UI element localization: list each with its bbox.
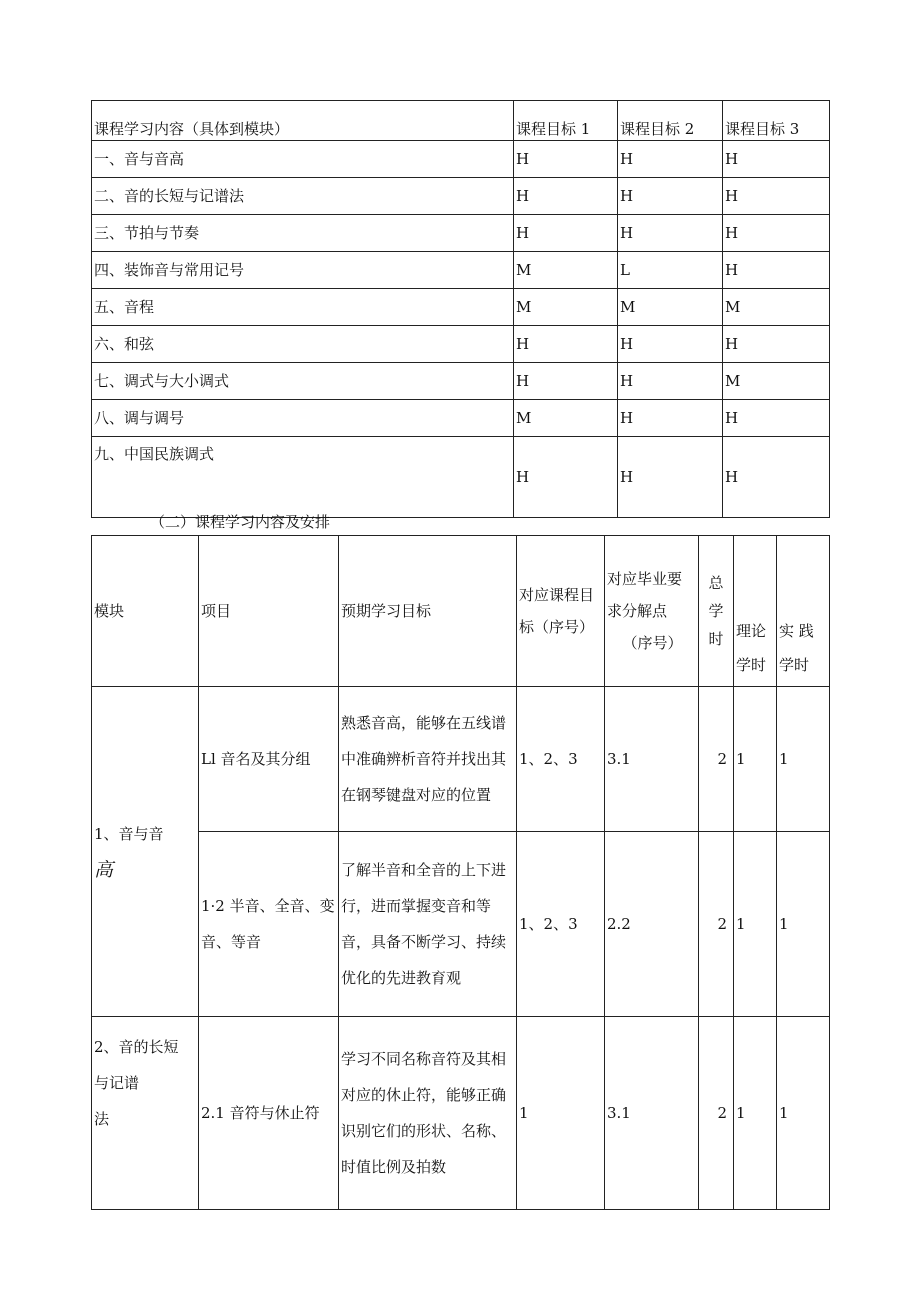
- goal3-level: H: [723, 215, 830, 252]
- module-name: 四、装饰音与常用记号: [92, 252, 514, 289]
- goal2-level: H: [618, 400, 723, 437]
- module-name: 八、调与调号: [92, 400, 514, 437]
- table1-header-content: 课程学习内容（具体到模块）: [92, 101, 514, 141]
- learning-goal: 学习不同名称音符及其相对应的休止符，能够正确识别它们的形状、名称、时值比例及拍数: [339, 1017, 517, 1210]
- module-name: 二、音的长短与记谱法: [92, 178, 514, 215]
- header-practice-line1: 实 践: [779, 622, 814, 640]
- header-practice-line2: 学时: [779, 656, 810, 674]
- goal2-level: H: [618, 326, 723, 363]
- table-row: [92, 363, 830, 400]
- header-goal: 预期学习目标: [339, 536, 517, 687]
- grad-req-ref: 3.1: [605, 1017, 699, 1210]
- item-name: 2.1 音符与休止符: [199, 1017, 339, 1210]
- module-name: 三、节拍与节奏: [92, 215, 514, 252]
- module-name: 一、音与音高: [92, 141, 514, 178]
- goal3-level: H: [723, 252, 830, 289]
- goal2-level: M: [618, 289, 723, 326]
- item-name: 1·2 半音、全音、变音、等音: [199, 832, 339, 1017]
- item-name: Ll 音名及其分组: [199, 687, 339, 832]
- learning-goal: 了解半音和全音的上下进行，进而掌握变音和等音，具备不断学习、持续优化的先进教育观: [339, 832, 517, 1017]
- theory-hours: 1: [734, 1017, 777, 1210]
- header-grad-req-line2: 求分解点: [607, 602, 668, 620]
- table-row: [92, 437, 830, 518]
- goal1-level: H: [514, 363, 618, 400]
- table1-header-goal1: 课程目标 1: [514, 101, 618, 141]
- header-course-goal: [517, 536, 605, 687]
- goal1-level: H: [514, 326, 618, 363]
- header-course-goal-line2: 标（序号）: [519, 618, 595, 636]
- theory-hours: 1: [734, 687, 777, 832]
- table-row: [92, 326, 830, 363]
- practice-hours: 1: [777, 1017, 830, 1210]
- table1-header-row: [92, 101, 830, 141]
- table-row: [92, 1017, 830, 1210]
- header-item: 项目: [199, 536, 339, 687]
- table1-header-goal3: 课程目标 3: [723, 101, 830, 141]
- header-total-hours: [699, 536, 734, 687]
- learning-goal: 熟悉音高，能够在五线谱中准确辨析音符并找出其在钢琴键盘对应的位置: [339, 687, 517, 832]
- total-hours: 2: [699, 687, 734, 832]
- module-name-line2: 与记谱: [94, 1074, 140, 1092]
- goal1-level: M: [514, 252, 618, 289]
- goal1-level: M: [514, 289, 618, 326]
- table-row: [92, 289, 830, 326]
- section-caption: （二）课程学习内容及安排: [150, 513, 331, 531]
- header-module: 模块: [92, 536, 199, 687]
- course-goal-ref: 1、2、3: [517, 687, 605, 832]
- header-course-goal-line1: 对应课程目: [519, 586, 595, 604]
- module-name-line3: 法: [94, 1110, 110, 1128]
- table-row: [92, 178, 830, 215]
- goal3-level: H: [723, 326, 830, 363]
- goal2-level: H: [618, 215, 723, 252]
- course-schedule-table: [91, 535, 830, 1210]
- module-name-line2: 高: [94, 858, 114, 881]
- goal2-level: H: [618, 363, 723, 400]
- course-goal-ref: 1: [517, 1017, 605, 1210]
- table-row: [92, 400, 830, 437]
- header-grad-req-line3: （序号）: [622, 634, 683, 652]
- goal2-level: H: [618, 178, 723, 215]
- grad-req-ref: 3.1: [605, 687, 699, 832]
- table2-header-row: [92, 536, 830, 687]
- module-name: 六、和弦: [92, 326, 514, 363]
- practice-hours: 1: [777, 687, 830, 832]
- goal1-level: H: [514, 437, 618, 518]
- table-row: [92, 215, 830, 252]
- module-cell: [92, 687, 199, 1017]
- grad-req-ref: 2.2: [605, 832, 699, 1017]
- goal2-level: H: [618, 141, 723, 178]
- header-theory-hours: [734, 536, 777, 687]
- goal3-level: H: [723, 437, 830, 518]
- total-hours: 2: [699, 1017, 734, 1210]
- goal3-level: H: [723, 141, 830, 178]
- goal1-level: H: [514, 178, 618, 215]
- header-total-line1: 总: [708, 574, 724, 592]
- module-cell: [92, 1017, 199, 1210]
- table-row: [92, 141, 830, 178]
- table-row: [92, 252, 830, 289]
- goal1-level: M: [514, 400, 618, 437]
- module-name-line1: 1、音与音: [94, 824, 164, 843]
- module-name: 九、中国民族调式: [92, 437, 514, 518]
- module-name: 五、音程: [92, 289, 514, 326]
- goal2-level: L: [618, 252, 723, 289]
- goal3-level: H: [723, 400, 830, 437]
- module-name-line1: 2、音的长短: [94, 1038, 179, 1056]
- header-practice-hours: [777, 536, 830, 687]
- goal1-level: H: [514, 215, 618, 252]
- course-goal-ref: 1、2、3: [517, 832, 605, 1017]
- goal2-level: H: [618, 437, 723, 518]
- goal3-level: M: [723, 289, 830, 326]
- practice-hours: 1: [777, 832, 830, 1017]
- header-theory-line2: 学时: [736, 656, 767, 674]
- total-hours: 2: [699, 832, 734, 1017]
- goal3-level: M: [723, 363, 830, 400]
- header-grad-req-line1: 对应毕业要: [607, 570, 683, 588]
- header-total-line2: 学: [708, 602, 724, 620]
- table1-header-goal2: 课程目标 2: [618, 101, 723, 141]
- module-name: 七、调式与大小调式: [92, 363, 514, 400]
- course-objectives-table: [91, 100, 830, 518]
- header-grad-req: [605, 536, 699, 687]
- theory-hours: 1: [734, 832, 777, 1017]
- goal1-level: H: [514, 141, 618, 178]
- header-total-line3: 时: [708, 630, 724, 648]
- goal3-level: H: [723, 178, 830, 215]
- table-row: [92, 832, 830, 1017]
- header-theory-line1: 理论: [736, 622, 767, 640]
- table-row: [92, 687, 830, 832]
